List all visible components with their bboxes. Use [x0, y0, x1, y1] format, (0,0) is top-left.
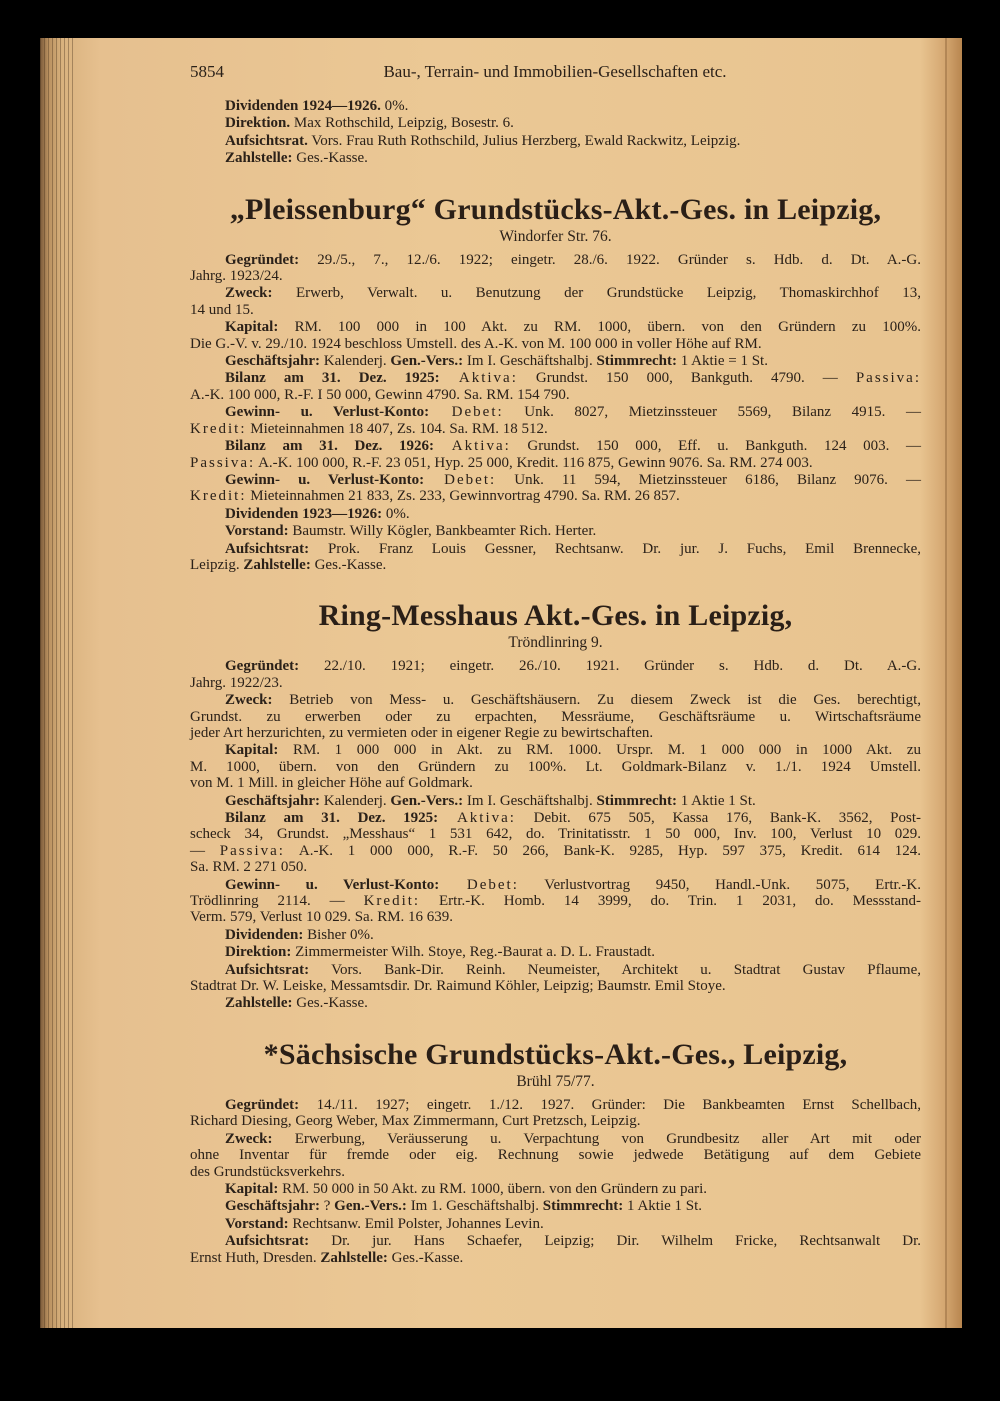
- field-text: Ges.-Kasse.: [310, 556, 387, 573]
- field-label: Dividenden 1924—1926.: [225, 98, 381, 114]
- company-address: Tröndlinring 9.: [508, 634, 603, 652]
- entry-paragraph: [190, 742, 921, 791]
- field-text: Betrieb von Mess- u. Geschäftshäusern. Zu diesem Zweck ist die Ges. berechtigt,: [272, 692, 921, 709]
- field-label: Gen.-Vers.:: [334, 1198, 407, 1215]
- book-page: [40, 38, 962, 1328]
- entry-paragraph: [190, 962, 921, 995]
- text-line: [190, 98, 921, 114]
- field-text: Richard Diesing, Georg Weber, Max Zimmermann, Curt Pretzsch, Leipzig.: [190, 1113, 641, 1130]
- company-entry: [190, 193, 921, 574]
- page-number: 5854: [190, 62, 224, 81]
- spaced-label: Kredit:: [190, 420, 247, 437]
- text-line: [190, 387, 921, 403]
- text-line: [190, 725, 921, 741]
- entry-paragraph: [190, 252, 921, 285]
- text-line: [190, 455, 921, 471]
- entry-paragraph: [190, 523, 921, 539]
- field-text: Ertr.-K. Homb. 14 3999, do. Trin. 1 2031, do. Messstand-: [420, 893, 921, 910]
- field-text: 0%.: [380, 98, 409, 114]
- field-label: Aufsichtsrat:: [225, 961, 310, 978]
- text-line: [190, 488, 921, 504]
- text-line: [190, 843, 921, 859]
- entry-paragraph: [190, 927, 921, 943]
- field-text: Sa. RM. 2 271 050.: [190, 859, 308, 876]
- spaced-label: Aktiva:: [434, 438, 511, 455]
- spaced-label: Debet:: [439, 876, 519, 893]
- text-line: [190, 893, 921, 909]
- field-text: Vors. Bank-Dir. Reinh. Neumeister, Architekt u. Stadtrat Gustav Pflaume,: [309, 961, 921, 978]
- field-text: Unk. 11 594, Mietzinssteuer 6186, Bilanz 9076. —: [496, 471, 921, 488]
- field-text: Mieteinnahmen 18 407, Zs. 104. Sa. RM. 18 512.: [246, 420, 548, 437]
- field-label: Kapital:: [225, 1180, 279, 1197]
- field-label: Zweck:: [225, 1130, 273, 1147]
- spaced-label: Kredit:: [363, 893, 421, 910]
- text-line: [190, 150, 921, 166]
- text-line: [190, 557, 921, 573]
- text-line: [190, 759, 921, 775]
- field-text: Verlustvortrag 9450, Handl.-Unk. 5075, Ertr.-K.: [518, 876, 921, 893]
- field-text: Mieteinnahmen 21 833, Zs. 233, Gewinnvortrag 4790. Sa. RM. 26 857.: [246, 488, 680, 505]
- field-text: Bisher 0%.: [303, 926, 374, 943]
- text-line: [190, 675, 921, 691]
- field-text: Baumstr. Willy Kögler, Bankbeamter Rich. Herter.: [288, 523, 597, 540]
- field-text: Die G.-V. v. 29./10. 1924 beschloss Umstell. des A.-K. von M. 100 000 in voller Höhe auf RM.: [190, 335, 762, 352]
- company-title: *Sächsische Grundstücks-Akt.-Ges., Leipzig,: [263, 1037, 848, 1071]
- text-line: [190, 1198, 921, 1214]
- field-label: Aufsichtsrat.: [225, 132, 308, 149]
- text-line: [190, 252, 921, 268]
- entry-paragraph: [190, 995, 921, 1011]
- text-line: [190, 133, 921, 149]
- field-label: Bilanz am 31. Dez. 1925:: [225, 370, 440, 387]
- text-line: [190, 909, 921, 925]
- field-label: Dividenden 1923—1926:: [225, 505, 383, 522]
- field-label: Gegründet:: [225, 658, 300, 675]
- entry-paragraph: [190, 1233, 921, 1266]
- field-text: jeder Art herzurichten, zu vermieten oder in eigener Regie zu bewirtschaften.: [190, 724, 654, 741]
- field-text: Vors. Frau Ruth Rothschild, Julius Herzberg, Ewald Rackwitz, Leipzig.: [307, 132, 741, 149]
- field-label: Gen.-Vers.:: [390, 792, 464, 809]
- field-label: Zahlstelle:: [243, 556, 311, 573]
- text-line: [190, 1164, 921, 1180]
- field-label: Direktion.: [225, 115, 291, 132]
- page-content: [190, 98, 921, 1267]
- text-line: [190, 472, 921, 488]
- text-line: [190, 1181, 921, 1197]
- field-label: Stimmrecht:: [596, 353, 677, 370]
- entry-paragraph: [190, 1198, 921, 1214]
- text-line: [190, 523, 921, 539]
- entry-paragraph: [190, 944, 921, 960]
- field-text: Max Rothschild, Leipzig, Bosestr. 6.: [290, 115, 514, 132]
- company-title: Ring-Messhaus Akt.-Ges. in Leipzig,: [318, 599, 793, 633]
- field-text: 0%.: [382, 505, 410, 522]
- text-line: [190, 775, 921, 791]
- field-label: Bilanz am 31. Dez. 1926:: [225, 438, 434, 455]
- spaced-label: Aktiva:: [439, 370, 518, 387]
- text-line: [190, 1233, 921, 1249]
- entry-paragraph: [190, 1216, 921, 1232]
- field-text: Grundst. 150 000, Bankguth. 4790. —: [517, 370, 856, 387]
- text-line: [190, 302, 921, 318]
- field-label: Zahlstelle:: [320, 1249, 388, 1266]
- text-line: [190, 810, 921, 826]
- company-address: Windorfer Str. 76.: [499, 227, 612, 245]
- text-line: [190, 541, 921, 557]
- text-line: [190, 438, 921, 454]
- text-line: [190, 859, 921, 875]
- field-label: Gewinn- u. Verlust-Konto:: [225, 876, 440, 893]
- spaced-label: Passiva:: [219, 842, 285, 859]
- field-text: Erwerb, Verwalt. u. Benutzung der Grundstücke Leipzig, Thomaskirchhof 13,: [272, 285, 921, 302]
- entry-paragraph: [190, 506, 921, 522]
- spaced-label: Kredit:: [190, 488, 247, 505]
- field-text: Zimmermeister Wilh. Stoye, Reg.-Baurat a. D. L. Fraustadt.: [291, 944, 656, 961]
- field-text: A.-K. 100 000, R.-F. I 50 000, Gewinn 4790. Sa. RM. 154 790.: [190, 386, 570, 403]
- entry-paragraph: [190, 877, 921, 926]
- entry-paragraph: [190, 541, 921, 574]
- field-text: RM. 1 000 000 in Akt. zu RM. 1000. Urspr. M. 1 000 000 in 1000 Akt. zu: [278, 742, 921, 759]
- field-label: Gewinn- u. Verlust-Konto:: [225, 404, 430, 421]
- page-stack-edge: [40, 38, 74, 1328]
- field-text: Im I. Geschäftshalbj.: [463, 353, 597, 370]
- spaced-label: Debet:: [429, 404, 504, 421]
- text-line: [190, 1216, 921, 1232]
- field-label: Dividenden:: [225, 926, 304, 943]
- field-text: 1 Aktie 1 St.: [623, 1198, 703, 1215]
- entry-paragraph: [190, 1181, 921, 1197]
- field-text: Verm. 579, Verlust 10 029. Sa. RM. 16 639.: [190, 909, 454, 926]
- text-line: [190, 1131, 921, 1147]
- field-text: —: [190, 842, 220, 859]
- field-label: Geschäftsjahr:: [225, 1198, 320, 1215]
- text-line: [190, 370, 921, 386]
- text-line: [190, 353, 921, 369]
- text-line: [190, 927, 921, 943]
- field-label: Direktion:: [225, 944, 292, 961]
- text-line: [190, 995, 921, 1011]
- text-line: [190, 115, 921, 131]
- field-text: Ernst Huth, Dresden.: [190, 1249, 321, 1266]
- field-text: A.-K. 1 000 000, R.-F. 50 266, Bank-K. 9285, Hyp. 597 375, Kredit. 614 124.: [284, 842, 921, 859]
- field-text: Ges.-Kasse.: [387, 1249, 464, 1266]
- running-head: Bau-, Terrain- und Immobilien-Gesellschaften etc.: [383, 62, 727, 81]
- field-label: Vorstand:: [225, 523, 289, 540]
- field-text: 1 Aktie = 1 St.: [676, 353, 768, 370]
- field-text: des Grundstücksverkehrs.: [190, 1163, 345, 1180]
- field-text: Im 1. Geschäftshalbj.: [406, 1198, 543, 1215]
- field-text: Ges.-Kasse.: [292, 150, 368, 167]
- field-text: Trödlinring 2114. —: [190, 893, 364, 910]
- field-text: Im I. Geschäftshalbj.: [463, 792, 597, 809]
- field-label: Kapital:: [225, 742, 279, 759]
- entry-paragraph: [190, 810, 921, 876]
- text-line: [190, 826, 921, 842]
- field-label: Zahlstelle:: [225, 150, 293, 167]
- field-text: Erwerbung, Veräusserung u. Verpachtung von Grundbesitz aller Art mit oder: [272, 1130, 921, 1147]
- field-label: Geschäftsjahr:: [225, 353, 320, 370]
- text-line: [190, 506, 921, 522]
- text-line: [190, 404, 921, 420]
- entry-paragraph: [190, 1131, 921, 1180]
- entry-paragraph: [190, 150, 921, 166]
- text-line: [190, 1097, 921, 1113]
- text-line: [190, 742, 921, 758]
- field-label: Stimmrecht:: [596, 792, 677, 809]
- entry-paragraph: [190, 793, 921, 809]
- field-text: RM. 50 000 in 50 Akt. zu RM. 1000, übern. von den Gründern zu pari.: [278, 1180, 708, 1197]
- field-text: ?: [319, 1198, 335, 1215]
- entry-paragraph: [190, 472, 921, 505]
- spaced-label: Debet:: [424, 471, 497, 488]
- entry-paragraph: [190, 438, 921, 471]
- entry-paragraph: [190, 658, 921, 691]
- spaced-label: Passiva:: [855, 370, 922, 387]
- field-text: 29./5., 7., 12./6. 1922; eingetr. 28./6. 1922. Gründer s. Hdb. d. Dt. A.-G.: [299, 251, 921, 268]
- field-text: von M. 1 Mill. in gleicher Höhe auf Goldmark.: [190, 775, 473, 792]
- text-line: [190, 962, 921, 978]
- field-text: Unk. 8027, Mietzinssteuer 5569, Bilanz 4915. —: [503, 404, 921, 421]
- entry-paragraph: [190, 319, 921, 352]
- field-text: 22./10. 1921; eingetr. 26./10. 1921. Gründer s. Hdb. d. Dt. A.-G.: [299, 658, 921, 675]
- spaced-label: Passiva:: [190, 454, 256, 471]
- field-label: Gegründet:: [225, 1096, 300, 1113]
- company-address: Brühl 75/77.: [516, 1072, 595, 1090]
- text-line: [190, 285, 921, 301]
- field-text: 14./11. 1927; eingetr. 1./12. 1927. Gründer: Die Bankbeamten Ernst Schellbach,: [299, 1096, 921, 1113]
- gutter-shadow: [945, 38, 947, 1328]
- text-line: [190, 319, 921, 335]
- text-line: [190, 1147, 921, 1163]
- field-text: scheck 34, Grundst. „Messhaus“ 1 531 642, do. Trinitatisstr. 1 50 000, Inv. 100, Verlust 10 029.: [190, 826, 921, 843]
- company-entry: [190, 1038, 921, 1266]
- field-text: 14 und 15.: [190, 301, 254, 318]
- field-text: Kalenderj.: [319, 353, 391, 370]
- company-title: „Pleissenburg“ Grundstücks-Akt.-Ges. in Leipzig,: [229, 192, 882, 226]
- company-entry: [190, 599, 921, 1012]
- text-line: [190, 944, 921, 960]
- text-line: [190, 709, 921, 725]
- field-text: Dr. jur. Hans Schaefer, Leipzig; Dir. Wilhelm Fricke, Rechtsanwalt Dr.: [309, 1233, 921, 1250]
- text-line: [190, 658, 921, 674]
- field-label: Gen.-Vers.:: [390, 353, 464, 370]
- text-line: [190, 877, 921, 893]
- field-label: Zahlstelle:: [225, 995, 293, 1012]
- field-label: Geschäftsjahr:: [225, 792, 320, 809]
- field-label: Aufsichtsrat:: [225, 540, 310, 557]
- field-text: Rechtsanw. Emil Polster, Johannes Levin.: [288, 1215, 544, 1232]
- text-line: [190, 978, 921, 994]
- field-label: Zweck:: [225, 285, 273, 302]
- entry-paragraph: [190, 404, 921, 437]
- field-label: Stimmrecht:: [542, 1198, 624, 1215]
- field-label: Kapital:: [225, 319, 279, 336]
- field-text: Grundst. 150 000, Eff. u. Bankguth. 124 003. —: [510, 438, 921, 455]
- entry-paragraph: [190, 692, 921, 741]
- field-label: Vorstand:: [225, 1215, 289, 1232]
- page-header: [190, 62, 920, 84]
- field-text: RM. 100 000 in 100 Akt. zu RM. 1000, übern. von den Gründern zu 100%.: [278, 319, 921, 336]
- entry-paragraph: [190, 370, 921, 403]
- field-text: ohne Inventar für fremde oder eig. Rechnung sowie jedwede Betätigung auf dem Gebiete: [190, 1147, 921, 1164]
- field-label: Zweck:: [225, 692, 273, 709]
- field-text: Jahrg. 1923/24.: [190, 268, 283, 285]
- text-line: [190, 692, 921, 708]
- field-text: Kalenderj.: [319, 792, 391, 809]
- entry-paragraph: [190, 353, 921, 369]
- text-line: [190, 1113, 921, 1129]
- field-text: Stadtrat Dr. W. Leiske, Messamtsdir. Dr. Raimund Köhler, Leipzig; Baumstr. Emil Stoye.: [190, 978, 726, 995]
- entry-paragraph: [190, 1097, 921, 1130]
- field-text: Grundst. zu erwerben oder zu erpachten, Messräume, Geschäftsräume u. Wirtschaftsräume: [190, 708, 921, 725]
- field-label: Aufsichtsrat:: [225, 1233, 310, 1250]
- field-label: Bilanz am 31. Dez. 1925:: [225, 810, 439, 826]
- text-line: [190, 793, 921, 809]
- field-label: Gewinn- u. Verlust-Konto:: [225, 471, 425, 488]
- spaced-label: Aktiva:: [438, 810, 516, 826]
- field-text: Jahrg. 1922/23.: [190, 674, 283, 691]
- text-line: [190, 268, 921, 284]
- entry-paragraph: [190, 285, 921, 318]
- field-text: Ges.-Kasse.: [292, 995, 368, 1012]
- text-line: [190, 1250, 921, 1266]
- entry-paragraph: [190, 133, 921, 149]
- field-text: Prok. Franz Louis Gessner, Rechtsanw. Dr. jur. J. Fuchs, Emil Brennecke,: [309, 540, 921, 557]
- text-line: [190, 336, 921, 352]
- field-label: Gegründet:: [225, 251, 300, 268]
- field-text: Debit. 675 505, Kassa 176, Bank-K. 3562, Post-: [515, 810, 921, 826]
- entry-paragraph: [190, 98, 921, 114]
- field-text: 1 Aktie 1 St.: [676, 792, 756, 809]
- field-text: A.-K. 100 000, R.-F. 23 051, Hyp. 25 000, Kredit. 116 875, Gewinn 9076. Sa. RM. 274 003.: [255, 454, 813, 471]
- text-line: [190, 421, 921, 437]
- entry-paragraph: [190, 115, 921, 131]
- field-text: Leipzig.: [190, 556, 244, 573]
- field-text: M. 1000, übern. von den Gründern zu 100%. Lt. Goldmark-Bilanz v. 1./1. 1924 Umstell.: [190, 758, 921, 775]
- company-entry: [190, 98, 921, 167]
